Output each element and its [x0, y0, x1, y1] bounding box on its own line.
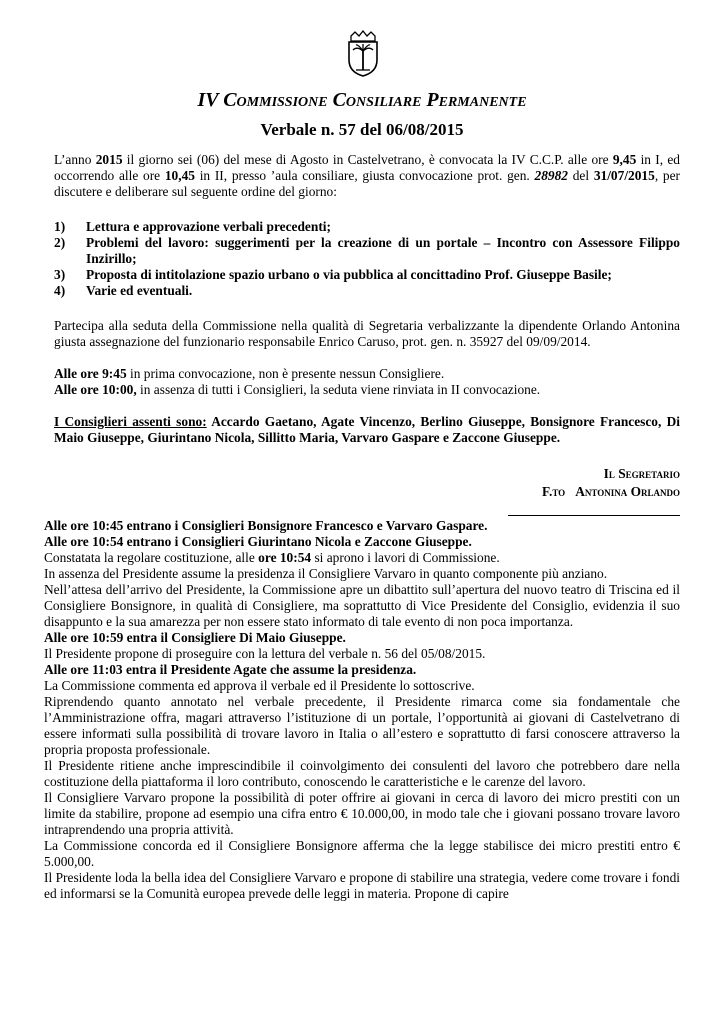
intro-second-time: 10,45 [164, 168, 195, 183]
minutes-text: si aprono i lavori di Commissione. [311, 550, 500, 565]
title-roman-numeral: IV [197, 89, 219, 111]
signature-prefix: F.to [542, 484, 566, 499]
agenda-text: Lettura e approvazione verbali precedenti; [86, 219, 331, 234]
intro-date: 31/07/2015 [593, 168, 655, 183]
second-convocation-line [54, 382, 680, 398]
agenda-text: Proposta di intitolazione spazio urbano o via pubblica al concittadino Prof. Giuseppe Basile; [86, 267, 612, 282]
minutes-text: Constatata la regolare costituzione, alle [44, 550, 259, 565]
minutes-entry: Alle ore 11:03 entra il Presidente Agate che assume la presidenza. [44, 662, 417, 677]
minutes-entry: Il Presidente ritiene anche imprescindibile il coinvolgimento dei consulenti del lavoro che potrebbero dare nella costituzione della piattaforma il loro contributo, conoscendo le caratteristiche e le carenze del lavoro. [44, 758, 680, 789]
minutes-entry: Riprendendo quanto annotato nel verbale precedente, il Presidente rimarca come sia fondamentale che l’Amministrazione offra, magari attraverso l’istituzione di un portale, l’opportunità ai giovani di Castelvetrano di essere informati sulla possibilità di trovare lavoro in Italia o all’estero e soprattutto di farsi conoscere attraverso la propria proposta professionale. [44, 694, 680, 757]
intro-protocol-number: 28982 [534, 168, 568, 183]
agenda-number: 2) [54, 235, 66, 250]
verbale-heading: Verbale n. 57 del 06/08/2015 [260, 120, 464, 139]
secretary-paragraph: Partecipa alla seduta della Commissione nella qualità di Segretaria verbalizzante la dipendente Orlando Antonina giusta assegnazione del funzionario responsabile Enrico Caruso, prot. gen. n. 35927 del 09/09/2014. [54, 318, 680, 349]
first-convocation-time: Alle ore 9:45 [54, 366, 127, 381]
signature-role-text: Il Segretario [603, 466, 680, 481]
intro-paragraph [54, 152, 680, 200]
minutes-entry: Il Presidente propone di proseguire con la lettura del verbale n. 56 del 05/08/2015. [44, 646, 486, 661]
agenda-item [54, 219, 680, 235]
agenda-text: Varie ed eventuali. [86, 283, 193, 298]
minutes-entry: Alle ore 10:54 entrano i Consiglieri Giurintano Nicola e Zaccone Giuseppe. [44, 534, 472, 549]
second-convocation-time: Alle ore 10:00, [54, 382, 137, 397]
minutes-body [44, 518, 680, 902]
second-convocation-text: in assenza di tutti i Consiglieri, la seduta viene rinviata in II convocazione. [136, 382, 541, 397]
agenda-item [54, 235, 680, 267]
minutes-entry: Alle ore 10:45 entrano i Consiglieri Bonsignore Francesco e Varvaro Gaspare. [44, 518, 488, 533]
agenda-item [54, 283, 680, 299]
agenda-text: Problemi del lavoro: suggerimenti per la creazione di un portale – Incontro con Assessore Filippo Inzirillo; [86, 235, 680, 266]
minutes-entry: La Commissione commenta ed approva il verbale ed il Presidente lo sottoscrive. [44, 678, 475, 693]
intro-text: il giorno sei (06) del mese di Agosto in Castelvetrano, è convocata la IV C.C.P. alle ore [122, 152, 613, 167]
commission-title [0, 88, 724, 112]
agenda-number: 1) [54, 219, 66, 234]
intro-text: in II, presso ’aula consiliare, giusta convocazione prot. gen. [194, 168, 535, 183]
minutes-entry [44, 550, 680, 566]
absent-paragraph [54, 414, 680, 446]
intro-text: , per discutere e deliberare sul seguente ordine del giorno: [54, 168, 681, 199]
absent-label: I Consiglieri assenti sono: [54, 414, 207, 429]
title-text: Commissione Consiliare Permanente [223, 89, 527, 111]
signature-name: Antonina Orlando [575, 484, 680, 499]
signature-line [508, 515, 680, 516]
signature-role [480, 466, 680, 482]
intro-first-time: 9,45 [612, 152, 637, 167]
minutes-entry: Alle ore 10:59 entra il Consigliere Di Maio Giuseppe. [44, 630, 346, 645]
minutes-time: ore 10:54 [258, 550, 312, 565]
agenda-number: 4) [54, 283, 66, 298]
signature-name-line [480, 484, 680, 500]
agenda-item [54, 267, 680, 283]
intro-year: 2015 [95, 152, 123, 167]
agenda-list [54, 219, 680, 299]
minutes-entry: Il Presidente loda la bella idea del Consigliere Varvaro e propone di stabilire una strategia, vedere come trovare i fondi ed informarsi se la Comunità europea prevede delle leggi in materia. Propone di capire [44, 870, 680, 901]
minutes-entry: Il Consigliere Varvaro propone la possibilità di poter offrire ai giovani in cerca di lavoro dei micro prestiti con un limite da stabilire, propone ad esempio una cifra entro € 10.000,00, in modo tale che i giovani possano trovare lavoro intraprendendo una propria attività. [44, 790, 680, 837]
intro-text: in I, ed occorrendo alle ore [54, 152, 681, 183]
first-convocation-text: in prima convocazione, non è presente nessun Consigliere. [126, 366, 445, 381]
minutes-entry: La Commissione concorda ed il Consigliere Bonsignore afferma che la legge stabilisce dei micro prestiti entro € 5.000,00. [44, 838, 680, 869]
intro-text: del [568, 168, 594, 183]
absent-names: Accardo Gaetano, Agate Vincenzo, Berlino Giuseppe, Bonsignore Francesco, Di Maio Giuseppe, Giurintano Nicola, Sillitto Maria, Varvaro Gaspare e Zaccone Giuseppe. [54, 414, 680, 445]
minutes-entry: Nell’attesa dell’arrivo del Presidente, la Commissione apre un dibattito sull’apertura del nuovo teatro di Triscina ed il Consigliere Bonsignore, in qualità di Consigliere, ma soprattutto di Vice Presidente del Consiglio, evidenzia il suo disappunto e la sua amarezza per non essere stato informato di tale evento di non poca importanza. [44, 582, 680, 629]
first-convocation-line [54, 366, 680, 382]
agenda-number: 3) [54, 267, 66, 282]
minutes-entry: In assenza del Presidente assume la presidenza il Consigliere Varvaro in quanto componente più anziano. [44, 566, 608, 581]
intro-text: L’anno [54, 152, 96, 167]
municipal-crest-icon [343, 30, 383, 78]
